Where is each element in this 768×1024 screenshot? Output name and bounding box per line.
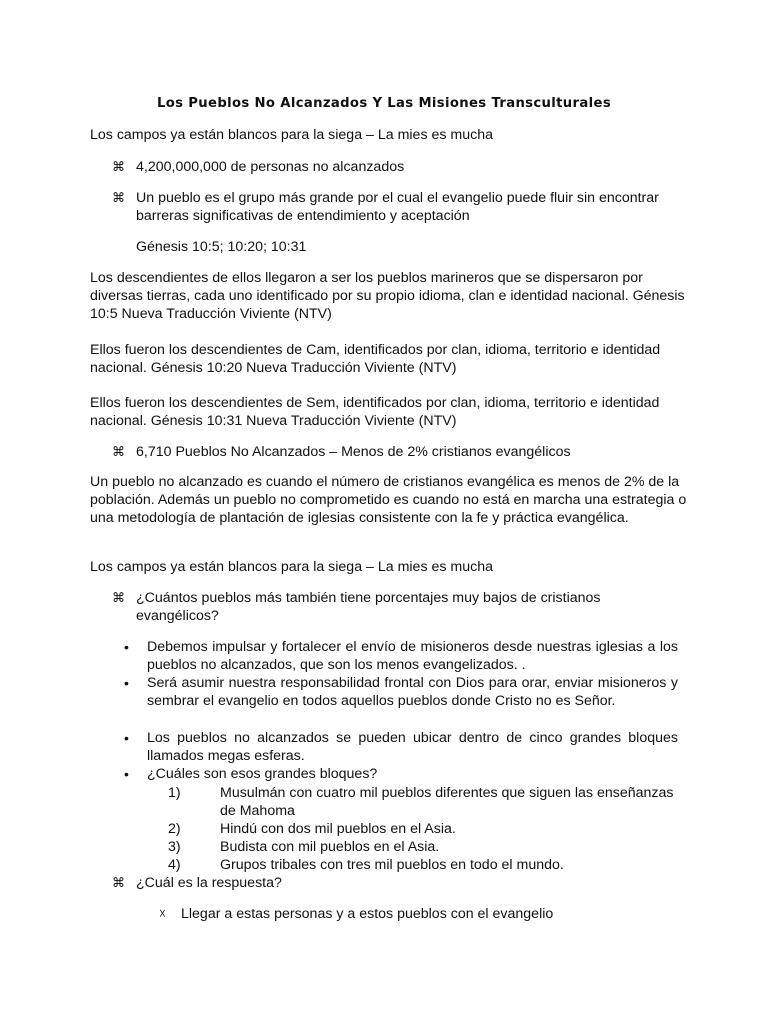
item-number: 1) bbox=[168, 785, 181, 801]
paragraph-cam: Ellos fueron los descendientes de Cam, identificados por clan, idioma, territorio e identidad nacional. Génesis 10:20 Nueva Traducción Viviente (NTV) bbox=[90, 342, 661, 376]
document-title: Los Pueblos No Alcanzados Y Las Misiones Transculturales bbox=[156, 96, 612, 111]
list-item-stat-people bbox=[112, 158, 672, 176]
bullet-icon: • bbox=[124, 766, 129, 782]
item-text: Grupos tribales con tres mil pueblos en todo el mundo. bbox=[220, 857, 564, 873]
item-number: 4) bbox=[168, 857, 181, 873]
bullet-text: ¿Cuáles son esos grandes bloques? bbox=[147, 766, 378, 782]
list-item-question-answer bbox=[112, 874, 672, 892]
item-number: 2) bbox=[168, 821, 181, 837]
bullet-text: Será asumir nuestra responsabilidad frontal con Dios para orar, enviar misioneros y sembrar el evangelio en todos aquellos pueblos donde Cristo no es Señor. bbox=[147, 675, 678, 709]
item-text: Musulmán con cuatro mil pueblos diferentes que siguen las enseñanzas de Mahoma bbox=[220, 785, 674, 819]
bullet-item bbox=[124, 674, 678, 710]
bullet-icon: • bbox=[124, 675, 129, 691]
bullet-item bbox=[124, 729, 678, 765]
genesis-references: Génesis 10:5; 10:20; 10:31 bbox=[136, 239, 307, 255]
bullet-text: Los pueblos no alcanzados se pueden ubicar dentro de cinco grandes bloques llamados megas esferas. bbox=[147, 730, 678, 764]
paragraph-definition-unreached: Un pueblo no alcanzado es cuando el número de cristianos evangélica es menos de 2% de la población. Además un pueblo no comprometido es cuando no está en marcha una estrategia o una metodología de plantación de iglesias consistente con la fe y práctica evangélica. bbox=[90, 474, 687, 526]
bullet-icon: • bbox=[124, 639, 129, 655]
intro-line-repeat: Los campos ya están blancos para la siega – La mies es mucha bbox=[90, 559, 493, 575]
intro-line: Los campos ya están blancos para la siega – La mies es mucha bbox=[90, 127, 493, 143]
bullet-item bbox=[124, 638, 678, 674]
bullet-item bbox=[124, 765, 678, 783]
answer-item bbox=[159, 905, 679, 923]
definition-text: Un pueblo es el grupo más grande por el cual el evangelio puede fluir sin encontrar barreras significativas de entendimiento y aceptación bbox=[136, 190, 659, 224]
question-answer-text: ¿Cuál es la respuesta? bbox=[136, 875, 282, 891]
item-text: Budista con mil pueblos en el Asia. bbox=[220, 839, 440, 855]
place-of-interest-icon: ⌘ bbox=[112, 875, 125, 890]
bullet-icon: • bbox=[124, 730, 129, 746]
paragraph-sem: Ellos fueron los descendientes de Sem, identificados por clan, idioma, territorio e identidad nacional. Génesis 10:31 Nueva Traducción Viviente (NTV) bbox=[90, 395, 660, 429]
stat-people-text: 4,200,000,000 de personas no alcanzados bbox=[136, 159, 405, 175]
list-item-question-how-many bbox=[112, 589, 672, 625]
answer-text: Llegar a estas personas y a estos pueblos con el evangelio bbox=[181, 906, 554, 922]
paragraph-marineros: Los descendientes de ellos llegaron a ser los pueblos marineros que se dispersaron por diversas tierras, cada uno identificado por su propio idioma, clan e identidad nacional. Génesis 10:5 Nueva Traducción Viviente (NTV) bbox=[90, 270, 685, 322]
numbered-item bbox=[168, 856, 678, 874]
bullet-text: Debemos impulsar y fortalecer el envío de misioneros desde nuestras iglesias a los pueblos no alcanzados, que son los menos evangelizados. . bbox=[147, 639, 678, 673]
list-item-definition bbox=[112, 189, 672, 225]
numbered-item bbox=[168, 820, 678, 838]
question-how-many-text: ¿Cuántos pueblos más también tiene porcentajes muy bajos de cristianos evangélicos? bbox=[136, 590, 601, 624]
numbered-item bbox=[168, 838, 678, 856]
item-number: 3) bbox=[168, 839, 181, 855]
saltire-icon: ☓ bbox=[159, 906, 166, 921]
item-text: Hindú con dos mil pueblos en el Asia. bbox=[220, 821, 456, 837]
place-of-interest-icon: ⌘ bbox=[112, 444, 125, 459]
place-of-interest-icon: ⌘ bbox=[112, 590, 125, 605]
place-of-interest-icon: ⌘ bbox=[112, 159, 125, 174]
place-of-interest-icon: ⌘ bbox=[112, 190, 125, 205]
stat-unreached-text: 6,710 Pueblos No Alcanzados – Menos de 2% cristianos evangélicos bbox=[136, 444, 571, 460]
list-item-stat-unreached bbox=[112, 443, 672, 461]
numbered-item bbox=[168, 784, 678, 820]
